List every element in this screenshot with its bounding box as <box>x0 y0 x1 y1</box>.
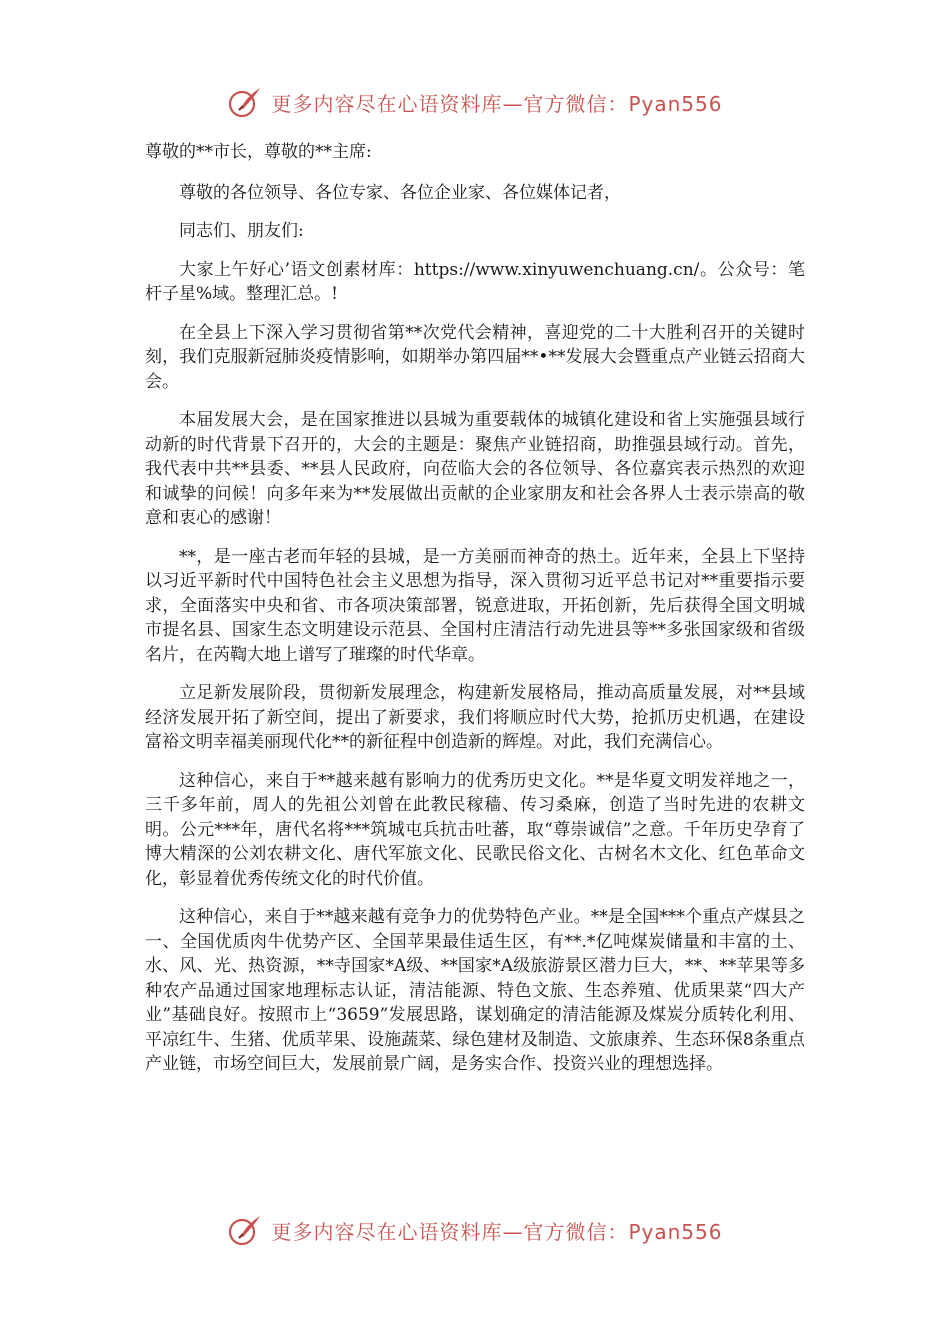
header-banner <box>0 82 950 122</box>
greeting-line: 尊敬的各位领导、各位专家、各位企业家、各位媒体记者， <box>179 182 621 203</box>
paragraph: 本届发展大会，是在国家推进以县城为重要载体的城镇化建设和省上实施强县域行动新的时代背景下召开的，大会的主题是：聚焦产业链招商，助推强县域行动。首先，我代表中共**县委、**县人民政府，向莅临大会的各位领导、各位嘉宾表示热烈的欢迎和诚挚的问候！向多年来为**发展做出贡献的企业家朋友和社会各界人士表示崇高的敬意和衷心的感谢！ <box>145 410 805 528</box>
banner-text: 更多内容尽在心语资料库—官方微信：Pyan556 <box>271 91 723 116</box>
paragraph: 这种信心，来自于**越来越有竞争力的优势特色产业。**是全国***个重点产煤县之一、全国优质肉牛优势产区、全国苹果最佳适生区，有**.*亿吨煤炭储量和丰富的土、水、风、光、热资源，**寺国家*A级、**国家*A级旅游景区潜力巨大，**、**苹果等多种农产品通过国家地理标志认证，清洁能源、特色文旅、生态养殖、优质果菜“四大产业”基础良好。按照市上“3659”发展思路，谋划确定的清洁能源及煤炭分质转化利用、平凉红牛、生猪、优质苹果、设施蔬菜、绿色建材及制造、文旅康养、生态环保8条重点产业链，市场空间巨大，发展前景广阔，是务实合作、投资兴业的理想选择。 <box>145 907 805 1074</box>
footer-banner <box>0 1210 950 1250</box>
paragraph: **，是一座古老而年轻的县城，是一方美丽而神奇的热土。近年来，全县上下坚持以习近平新时代中国特色社会主义思想为指导，深入贯彻习近平总书记对**重要指示要求，全面落实中央和省、市各项决策部署，锐意进取，开拓创新，先后获得全国文明城市提名县、国家生态文明建设示范县、全国村庄清洁行动先进县等**多张国家级和省级名片，在芮鞫大地上谱写了璀璨的时代华章。 <box>145 546 805 665</box>
paragraph: 立足新发展阶段，贯彻新发展理念，构建新发展格局，推动高质量发展，对**县域经济发展开拓了新空间，提出了新要求，我们将顺应时代大势，抢抓历史机遇，在建设富裕文明幸福美丽现代化**的新征程中创造新的辉煌。对此，我们充满信心。 <box>145 683 805 752</box>
paragraph: 这种信心，来自于**越来越有影响力的优秀历史文化。**是华夏文明发祥地之一，三千多年前，周人的先祖公刘曾在此教民稼穑、传习桑麻，创造了当时先进的农耕文明。公元***年，唐代名将***筑城屯兵抗击吐蕃，取“尊崇诚信”之意。千年历史孕育了博大精深的公刘农耕文化、唐代军旅文化、民歌民俗文化、古树名木文化、红色革命文化，彰显着优秀传统文化的时代价值。 <box>145 770 805 889</box>
greeting-line: 同志们、朋友们: <box>179 221 304 241</box>
paragraph: 在全县上下深入学习贯彻省第**次党代会精神，喜迎党的二十大胜利召开的关键时刻，我们克服新冠肺炎疫情影响，如期举办第四届**•**发展大会暨重点产业链云招商大会。 <box>145 322 805 392</box>
feather-pen-icon <box>227 84 263 120</box>
feather-pen-icon <box>227 1212 263 1248</box>
document-body <box>145 140 805 1091</box>
ad-line: 大家上午好心’语文创素材库：https://www.xinyuwenchuang.cn/。公众号：笔杆子星%域。整理汇总。! <box>145 259 805 304</box>
banner-text: 更多内容尽在心语资料库—官方微信：Pyan556 <box>271 1219 723 1244</box>
salutation: 尊敬的**市长，尊敬的**主席: <box>145 142 372 162</box>
